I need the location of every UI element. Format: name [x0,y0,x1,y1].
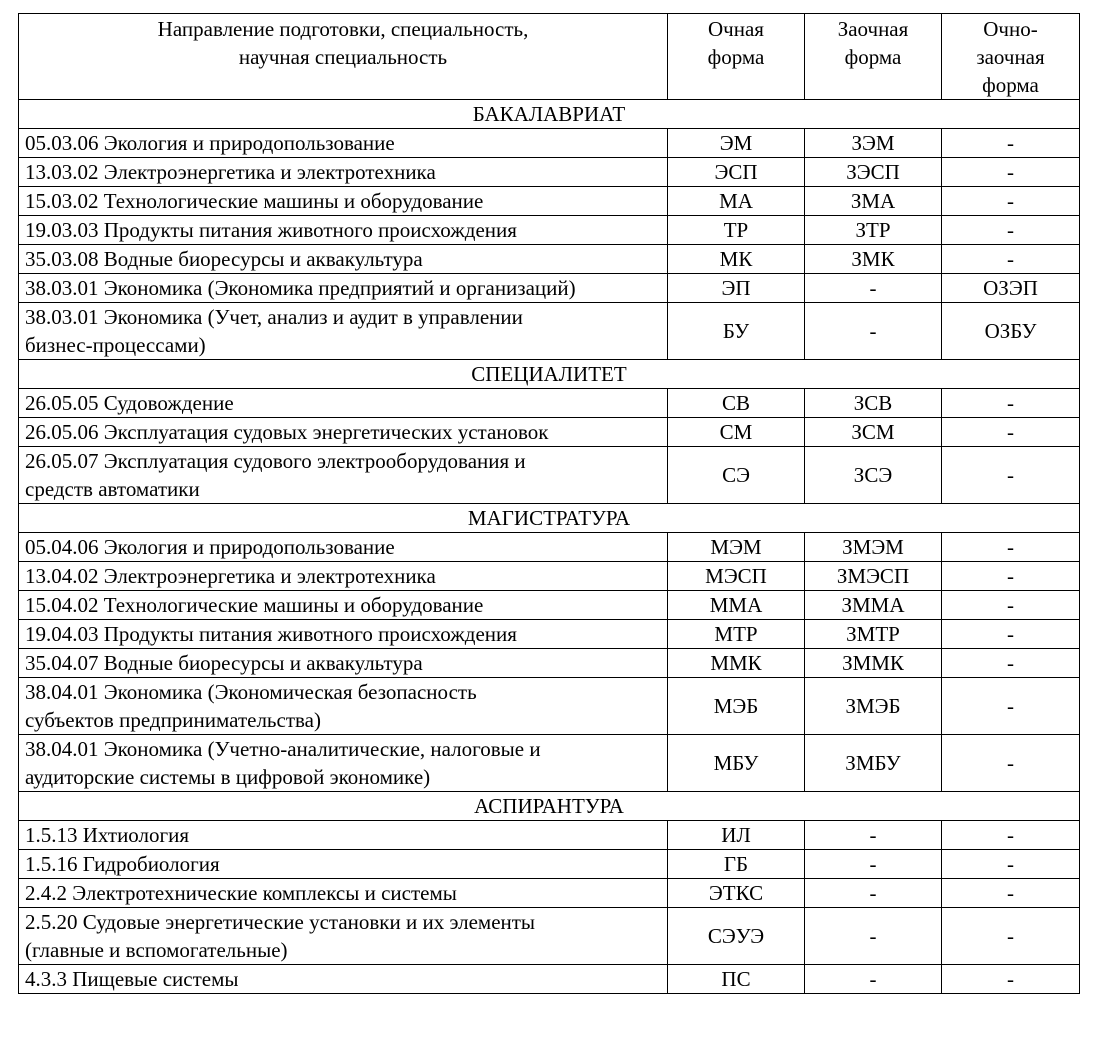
parttime-code-cell: - [942,418,1080,447]
section-row [19,360,1080,389]
extramural-code-cell: ЗСЭ [805,447,942,504]
fulltime-code-cell: МЭСП [668,562,805,591]
fulltime-code-cell: МБУ [668,735,805,792]
table-row [19,879,1080,908]
fulltime-code-cell: ГБ [668,850,805,879]
header-fulltime: Очная форма [668,14,805,100]
table-row [19,735,1080,792]
parttime-code-cell: - [942,821,1080,850]
program-cell: 13.04.02 Электроэнергетика и электротехника [19,562,668,591]
parttime-code-cell: - [942,591,1080,620]
parttime-code-cell: - [942,735,1080,792]
program-cell: 35.04.07 Водные биоресурсы и аквакультура [19,649,668,678]
fulltime-code-cell: ТР [668,216,805,245]
section-title: МАГИСТРАТУРА [19,504,1080,533]
program-cell: 26.05.07 Эксплуатация судового электрооборудования и средств автоматики [19,447,668,504]
parttime-code-cell: - [942,533,1080,562]
parttime-code-cell: - [942,850,1080,879]
table-row [19,908,1080,965]
fulltime-code-cell: ИЛ [668,821,805,850]
table-row [19,129,1080,158]
program-cell: 19.04.03 Продукты питания животного происхождения [19,620,668,649]
program-cell: 4.3.3 Пищевые системы [19,965,668,994]
table-row [19,418,1080,447]
program-cell: 26.05.06 Эксплуатация судовых энергетических установок [19,418,668,447]
program-cell: 15.03.02 Технологические машины и оборудование [19,187,668,216]
fulltime-code-cell: ММК [668,649,805,678]
extramural-code-cell: - [805,303,942,360]
table-row [19,562,1080,591]
fulltime-code-cell: ЭМ [668,129,805,158]
table-row [19,274,1080,303]
parttime-code-cell: - [942,879,1080,908]
program-cell: 05.03.06 Экология и природопользование [19,129,668,158]
table-row [19,533,1080,562]
parttime-code-cell: - [942,389,1080,418]
table-row [19,850,1080,879]
program-cell: 1.5.13 Ихтиология [19,821,668,850]
fulltime-code-cell: ПС [668,965,805,994]
fulltime-code-cell: МК [668,245,805,274]
fulltime-code-cell: МЭБ [668,678,805,735]
fulltime-code-cell: СМ [668,418,805,447]
table-header-row [19,14,1080,100]
program-cell: 35.03.08 Водные биоресурсы и аквакультура [19,245,668,274]
programs-table [18,13,1080,994]
program-cell: 2.4.2 Электротехнические комплексы и системы [19,879,668,908]
parttime-code-cell: - [942,620,1080,649]
table-row [19,591,1080,620]
program-cell: 38.04.01 Экономика (Учетно-аналитические, налоговые и аудиторские системы в цифровой экономике) [19,735,668,792]
parttime-code-cell: - [942,908,1080,965]
extramural-code-cell: ЗМЭБ [805,678,942,735]
header-extramural: Заочная форма [805,14,942,100]
table-row [19,158,1080,187]
extramural-code-cell: ЗММА [805,591,942,620]
extramural-code-cell: - [805,965,942,994]
extramural-code-cell: ЗСВ [805,389,942,418]
fulltime-code-cell: МТР [668,620,805,649]
fulltime-code-cell: ЭСП [668,158,805,187]
extramural-code-cell: - [805,879,942,908]
parttime-code-cell: - [942,245,1080,274]
table-row [19,447,1080,504]
fulltime-code-cell: БУ [668,303,805,360]
program-cell: 19.03.03 Продукты питания животного происхождения [19,216,668,245]
table-row [19,620,1080,649]
header-parttime: Очно- заочная форма [942,14,1080,100]
fulltime-code-cell: МЭМ [668,533,805,562]
parttime-code-cell: ОЗБУ [942,303,1080,360]
section-row [19,792,1080,821]
fulltime-code-cell: СВ [668,389,805,418]
extramural-code-cell: ЗМА [805,187,942,216]
extramural-code-cell: ЗМТР [805,620,942,649]
extramural-code-cell: ЗМЭМ [805,533,942,562]
extramural-code-cell: ЗЭМ [805,129,942,158]
program-cell: 15.04.02 Технологические машины и оборудование [19,591,668,620]
program-cell: 26.05.05 Судовождение [19,389,668,418]
fulltime-code-cell: СЭУЭ [668,908,805,965]
extramural-code-cell: - [805,850,942,879]
parttime-code-cell: - [942,447,1080,504]
fulltime-code-cell: СЭ [668,447,805,504]
table-body [19,100,1080,994]
section-row [19,504,1080,533]
parttime-code-cell: - [942,562,1080,591]
fulltime-code-cell: МА [668,187,805,216]
program-cell: 05.04.06 Экология и природопользование [19,533,668,562]
section-title: АСПИРАНТУРА [19,792,1080,821]
section-row [19,100,1080,129]
program-cell: 38.03.01 Экономика (Экономика предприятий и организаций) [19,274,668,303]
program-cell: 13.03.02 Электроэнергетика и электротехника [19,158,668,187]
table-row [19,678,1080,735]
extramural-code-cell: ЗММК [805,649,942,678]
extramural-code-cell: ЗМЭСП [805,562,942,591]
table-row [19,649,1080,678]
parttime-code-cell: - [942,649,1080,678]
program-cell: 38.03.01 Экономика (Учет, анализ и аудит в управлении бизнес-процессами) [19,303,668,360]
table-row [19,245,1080,274]
table-row [19,216,1080,245]
table-row [19,187,1080,216]
parttime-code-cell: ОЗЭП [942,274,1080,303]
section-title: СПЕЦИАЛИТЕТ [19,360,1080,389]
fulltime-code-cell: ЭТКС [668,879,805,908]
fulltime-code-cell: ЭП [668,274,805,303]
parttime-code-cell: - [942,158,1080,187]
section-title: БАКАЛАВРИАТ [19,100,1080,129]
extramural-code-cell: ЗТР [805,216,942,245]
extramural-code-cell: - [805,821,942,850]
extramural-code-cell: ЗЭСП [805,158,942,187]
program-cell: 38.04.01 Экономика (Экономическая безопасность субъектов предпринимательства) [19,678,668,735]
table-row [19,389,1080,418]
parttime-code-cell: - [942,965,1080,994]
program-cell: 2.5.20 Судовые энергетические установки и их элементы (главные и вспомогательные) [19,908,668,965]
table-row [19,821,1080,850]
extramural-code-cell: ЗМК [805,245,942,274]
table-row [19,965,1080,994]
extramural-code-cell: - [805,274,942,303]
extramural-code-cell: ЗМБУ [805,735,942,792]
parttime-code-cell: - [942,678,1080,735]
parttime-code-cell: - [942,216,1080,245]
parttime-code-cell: - [942,187,1080,216]
header-program: Направление подготовки, специальность, научная специальность [19,14,668,100]
parttime-code-cell: - [942,129,1080,158]
table-row [19,303,1080,360]
fulltime-code-cell: ММА [668,591,805,620]
extramural-code-cell: - [805,908,942,965]
program-cell: 1.5.16 Гидробиология [19,850,668,879]
extramural-code-cell: ЗСМ [805,418,942,447]
